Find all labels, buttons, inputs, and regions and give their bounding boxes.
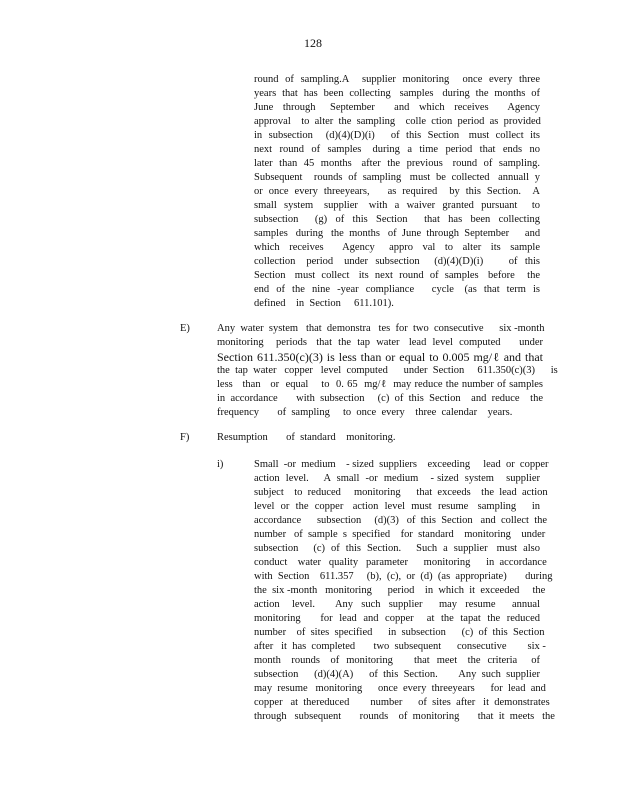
text-line: next round of samples during a time period that ends no: [254, 144, 540, 155]
text-line: with Section 611.357 (b), (c), or (d) (as appropriate) during: [254, 571, 553, 582]
text-line: accordance subsection (d)(3) of this Section and collect the: [254, 515, 548, 526]
text-line: in subsection (d)(4)(D)(i) of this Section must collect its: [254, 130, 540, 141]
text-line: number of sample s specified for standard monitoring under: [254, 529, 546, 540]
text-line: through subsequent rounds of monitoring that it meets the: [254, 711, 555, 722]
text-line: subsection (c) of this Section. Such a supplier must also: [254, 543, 540, 554]
text-line: less than or equal to 0. 65 mg/ℓ may reduce the number of samples: [217, 379, 543, 390]
text-line: may resume monitoring once every threeyears for lead and: [254, 683, 546, 694]
text-line: or once every threeyears, as required by this Section. A: [254, 186, 540, 197]
item-e-marker: E): [180, 323, 190, 334]
text-line: samples during the months of June through September and: [254, 228, 541, 239]
sub-item-i-marker: i): [217, 459, 224, 470]
text-line: years that has been collecting samples during the months of: [254, 88, 540, 99]
text-line: end of the nine -year compliance cycle (as that term is: [254, 284, 540, 295]
text-line: monitoring periods that the tap water lead level computed under: [217, 337, 543, 348]
text-line: round of sampling.A supplier monitoring once every three: [254, 74, 540, 85]
item-f-heading: Resumption of standard monitoring.: [217, 432, 396, 443]
text-line: conduct water quality parameter monitoring in accordance: [254, 557, 547, 568]
paragraph-continuation: [254, 73, 540, 311]
text-line: subsection (g) of this Section that has been collecting: [254, 214, 540, 225]
text-line: collection period under subsection (d)(4)(D)(i) of this: [254, 256, 540, 267]
text-line: in accordance with subsection (c) of this Section and reduce the: [217, 393, 543, 404]
text-line: monitoring for lead and copper at the tapat the reduced: [254, 613, 540, 624]
text-line: approval to alter the sampling colle ction period as provided: [254, 116, 541, 127]
sub-item-i-paragraph: [254, 458, 555, 724]
text-line: Small -or medium - sized suppliers exceeding lead or copper: [254, 459, 549, 470]
text-line: number of sites specified in subsection (c) of this Section: [254, 627, 545, 638]
text-line: Any water system that demonstra tes for two consecutive six -month: [217, 323, 545, 334]
text-line: Section must collect its next round of samples before the: [254, 270, 540, 281]
text-line: the six -month monitoring period in which it exceeded the: [254, 585, 546, 596]
text-line: month rounds of monitoring that meet the criteria of: [254, 655, 540, 666]
text-line: subsection (d)(4)(A) of this Section. Any such supplier: [254, 669, 540, 680]
text-line: June through September and which receives Agency: [254, 102, 540, 113]
text-line: Section 611.350(c)(3) is less than or equal to 0.005 mg/ℓ and that: [217, 350, 543, 364]
text-line: action level. A small -or medium - sized system supplier: [254, 473, 540, 484]
text-line: the tap water copper level computed under Section 611.350(c)(3) is: [217, 365, 558, 376]
item-f-marker: F): [180, 432, 190, 443]
text-line: small system supplier with a waiver granted pursuant to: [254, 200, 540, 211]
text-line: later than 45 months after the previous round of sampling.: [254, 158, 540, 169]
text-line: which receives Agency appro val to alter its sample: [254, 242, 540, 253]
text-line: Subsequent rounds of sampling must be collected annuall y: [254, 172, 540, 183]
item-e-paragraph: [217, 322, 558, 420]
text-line: copper at thereduced number of sites after it demonstrates: [254, 697, 550, 708]
text-line: defined in Section 611.101).: [254, 298, 394, 309]
text-line: level or the copper action level must resume sampling in: [254, 501, 540, 512]
text-line: subject to reduced monitoring that exceeds the lead action: [254, 487, 548, 498]
text-line: after it has completed two subsequent consecutive six -: [254, 641, 546, 652]
page-number: 128: [304, 36, 322, 50]
text-line: frequency of sampling to once every three calendar years.: [217, 407, 513, 418]
text-line: action level. Any such supplier may resume annual: [254, 599, 540, 610]
